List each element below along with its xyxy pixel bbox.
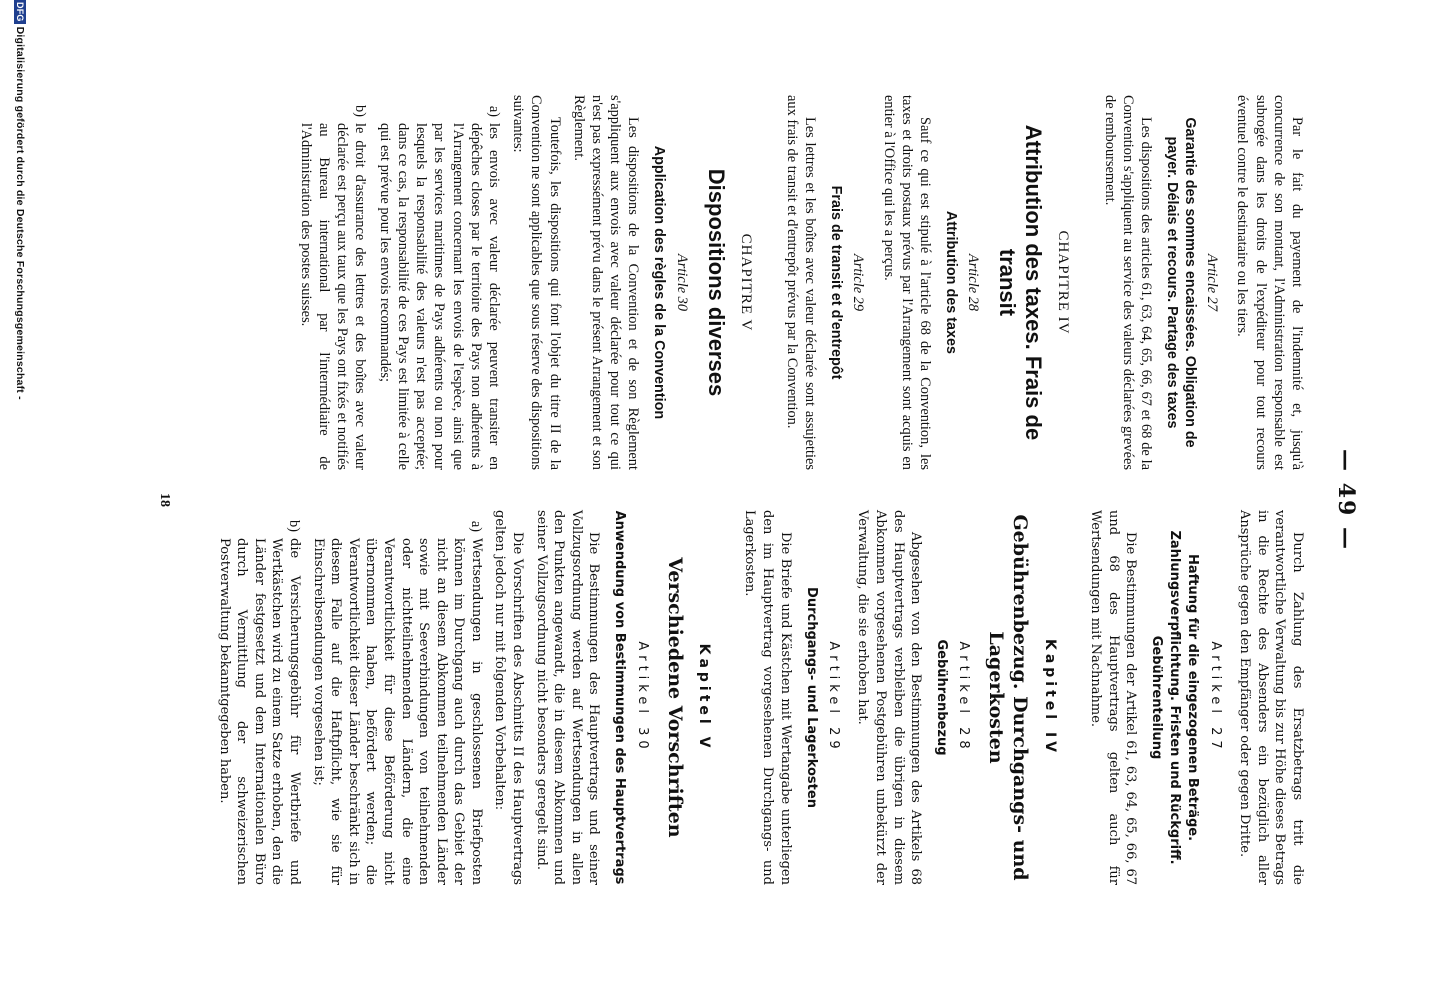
article-title: Haftung für die eingezogenen Beträge. Zahlungsverpflichtung. Fristen und Rückgriff. Gebührenteilung	[1149, 530, 1201, 865]
paragraph: Die Vorschriften des Abschnitts II des Hauptvertrags gelten jedoch nur mit folgenden Vorbehalten:	[492, 510, 526, 885]
paragraph: Les dispositions des articles 61, 63, 64, 65, 66, 67 et 68 de la Convention s'appliquent au service des valeurs déclarées grevées de remboursement.	[1101, 95, 1154, 470]
article-label: Artikel 30	[634, 641, 650, 754]
list-item	[297, 95, 370, 470]
paragraph: Die Bestimmungen des Hauptvertrags und seiner Vollzugsordnung werden auf Wertsendungen in allen den Punkten angewandt, die in diesem Abkommen und seiner Vollzugsordnung nicht besonders geregelt sind.	[533, 510, 602, 885]
footer-page-number: 18	[157, 493, 172, 507]
item-marker: a)	[467, 520, 484, 532]
chapter-label: CHAPITRE V	[737, 233, 754, 332]
article-title: Application des règles de la Convention	[651, 145, 668, 420]
item-marker: b)	[285, 520, 302, 532]
item-marker: b)	[352, 105, 369, 117]
article-title: Gebührenbezug	[934, 639, 950, 756]
chapter-title: Verschiedene Vorschriften	[663, 557, 686, 838]
paragraph: Par le fait du payement de l'indemnité et, jusqu'à concurrence de son montant, l'Administration responsable est subrogée dans les droits de l'expéditeur pour tout recours éventuel contre le destinataire ou les tiers.	[1234, 95, 1305, 470]
paragraph: Die Briefe und Kästchen mit Wertangabe unterliegen den im Hauptvertrag vorgesehenen Durchgangs- und Lagerkosten.	[742, 510, 793, 885]
item-text: les envois avec valeur déclarée peuvent transiter en dépêches closes par le territoire des Pays non adhérents à l'Arrangement concernant les envois de l'espèce, ainsi que par les services maritimes de Pays adhérents ou non pour lesquels la responsabilité des valeurs n'est pas acceptée; dans ce cas, la responsabilité de ces Pays est limitée à celle qui est prévue pour les envois recommandés;	[376, 123, 502, 470]
chapter-label: CHAPITRE IV	[1055, 230, 1072, 335]
paragraph: Sauf ce qui est stipulé à l'article 68 de la Convention, les taxes et droits postaux prévus par l'Arrangement sont acquis en entier à l'Office qui les a perçus.	[880, 95, 933, 470]
provision-list	[297, 95, 503, 470]
item-text: die Versicherungsgebühr für Wertbriefe und Wertkästchen wird zu einem Satze erhoben, den die Länder festgesetzt und dem Internationalen Büro durch Vermittlung der schweizerischen Postverwaltung bekanntgegeben haben.	[216, 538, 302, 885]
paragraph: Abgesehen von den Bestimmungen des Artikels 68 des Hauptvertrags verbleiben die übrigen in diesem Abkommen vorgesehenen Postgebühren unbekürzt der Verwaltung, die sie erhoben hat.	[855, 510, 924, 885]
article-title: Frais de transit et d'entrepôt	[828, 185, 845, 380]
article-title: Durchgangs- und Lagerkosten	[803, 587, 819, 808]
german-column	[209, 510, 1306, 885]
chapter-label: Kapitel IV	[1041, 638, 1058, 757]
item-text: le droit d'assurance des lettres et des boîtes avec valeur déclarée est perçu aux taux que les Pays ont fixés et notifiés au Bureau international par l'intermédiaire de l'Administration des postes suisses.	[297, 123, 369, 470]
list-item	[309, 510, 485, 885]
item-marker: a)	[485, 105, 502, 117]
paragraph: Les lettres et les boîtes avec valeur déclarée sont assujetties aux frais de transit et d'entrepôt prévus par la Convention.	[783, 95, 819, 470]
article-title: Garantie des sommes encaissées. Obligation de payer. Délais et recours. Partage des taxes	[1163, 117, 1198, 448]
paragraph: Les dispositions de la Convention et de son Règlement s'appliquent aux envois avec valeur déclarée pour tout ce qui n'est pas expressément prévu dans le présent Arrangement et son Règlement.	[570, 95, 642, 470]
paragraph: Die Bestimmungen der Artikel 61, 63, 64, 65, 66, 67 und 68 des Hauptvertrags gelten auch für Wertsendungen mit Nachnahme.	[1088, 510, 1139, 885]
article-label: Artikel 28	[956, 641, 972, 754]
chapter-title: Attribution des taxes. Frais de transit	[995, 124, 1047, 441]
article-title: Anwendung von Bestimmungen des Hauptvertrags	[612, 510, 628, 885]
dfg-logo-icon: DFG	[14, 2, 25, 22]
french-column	[291, 95, 1306, 470]
digitization-credit	[14, 0, 26, 1000]
item-text: Wertsendungen in geschlossenen Briefposten können im Durchgang auch durch das Gebiet der nicht an diesem Abkommen teilnehmenden Länder sowie mit Seeverbindungen von teilnehmenden oder nichtteilnehmenden Ländern, die eine Verantwortlichkeit für diese Beförderung nicht übernommen haben, befördert werden; die Verantwortlichkeit dieser Länder beschränkt sich in diesem Falle auf die Haftpflicht, wie sie für Einschreibsendungen vorgesehen ist;	[310, 538, 484, 885]
article-label: Artikel 29	[825, 641, 841, 754]
page-number: — 49 —	[1333, 449, 1359, 551]
article-label: Artikel 27	[1207, 641, 1223, 754]
list-item	[376, 95, 503, 470]
article-title: Attribution des taxes	[942, 210, 959, 355]
paragraph: Toutefois, les dispositions qui font l'objet du titre II de la Convention ne sont applicables que sous réserve des dispositions suivantes:	[510, 95, 563, 470]
chapter-label: Kapitel V	[695, 643, 712, 752]
provision-list	[215, 510, 485, 885]
article-label: Article 29	[850, 253, 867, 312]
article-label: Article 28	[965, 253, 982, 312]
article-label: Article 27	[1204, 253, 1221, 312]
list-item	[215, 510, 303, 885]
chapter-title: Dispositions diverses	[703, 168, 729, 397]
credit-text: Digitalisierung gefördert durch die Deutsche Forschungsgemeinschaft -	[14, 26, 26, 400]
paragraph: Durch Zahlung des Ersatzbetrags tritt die verantwortliche Verwaltung bis zur Höhe dieses Betrags in die Rechte des Absenders ein bezüglich aller Ansprüche gegen den Empfänger oder gegen Dritte.	[1237, 510, 1305, 885]
chapter-title: Gebührenbezug. Durchgangs- und Lagerkosten	[985, 514, 1032, 881]
article-label: Article 30	[673, 253, 690, 312]
